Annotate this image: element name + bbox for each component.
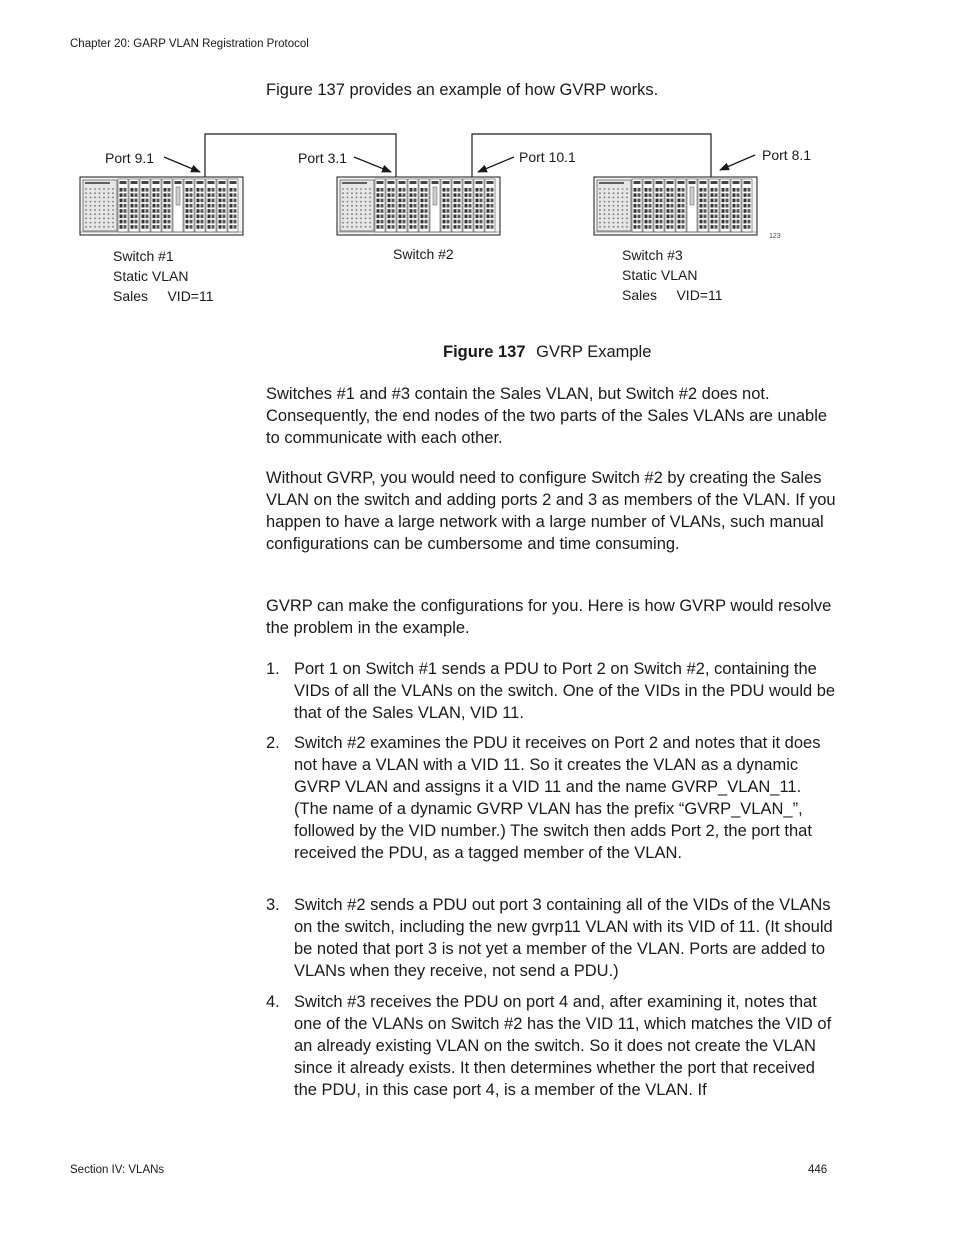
step-number: 1. bbox=[266, 660, 280, 678]
paragraph: Switches #1 and #3 contain the Sales VLAN, but Switch #2 does not. Consequently, the end nodes of the two parts of the Sales VLANs are unable to communicate with each other. bbox=[266, 385, 828, 447]
step-number: 3. bbox=[266, 896, 280, 914]
switch-1-name: Switch #1 bbox=[113, 248, 174, 264]
step-text: Switch #3 receives the PDU on port 4 and, after examining it, notes that one of the VLANs on Switch #2 has the VID 11, which matches the VID of an already existing VLAN on the switch. So it does not create the VLAN since it already exists. It then determines whether the port that received the PDU, in this case port 4, is a member of the VLAN. If bbox=[294, 993, 832, 1099]
port-9-1-arrow bbox=[164, 157, 200, 172]
switch-1-vlan-type: Static VLAN bbox=[113, 268, 189, 284]
switch-3-vlan-type: Static VLAN bbox=[622, 267, 698, 283]
port-label-10-1: Port 10.1 bbox=[519, 149, 576, 165]
step-text: Switch #2 examines the PDU it receives on Port 2 and notes that it does not have a VLAN with a VID 11. So it creates the VLAN as a dynamic GVRP VLAN and assigns it a VID 11 and the name GVRP_VLAN_11. (The name of a dynamic GVRP VLAN has the prefix “GVRP_VLAN_”, followed by the VID number.) The switch then adds Port 2, the port that received the PDU, as a tagged member of the VLAN. bbox=[294, 734, 821, 862]
step-item bbox=[266, 658, 836, 724]
switch-2-name: Switch #2 bbox=[393, 246, 454, 262]
figure-caption bbox=[443, 343, 651, 362]
port-3-1-arrow bbox=[354, 157, 391, 172]
step-text: Port 1 on Switch #1 sends a PDU to Port 2 on Switch #2, containing the VIDs of all the VLANs on the switch. One of the VIDs in the PDU would be that of the Sales VLAN, VID 11. bbox=[294, 660, 836, 722]
figure-caption-label: Figure 137 bbox=[443, 343, 526, 361]
switch-3-name: Switch #3 bbox=[622, 247, 683, 263]
switch-1-chassis bbox=[80, 177, 243, 235]
step-number: 4. bbox=[266, 993, 280, 1011]
running-head: Chapter 20: GARP VLAN Registration Protocol bbox=[70, 38, 309, 50]
gvrp-figure bbox=[0, 120, 954, 320]
port-10-1-arrow bbox=[478, 157, 514, 172]
switch-1-vlan: Sales VID=11 bbox=[113, 288, 214, 304]
step-list bbox=[266, 658, 836, 733]
port-8-1-arrow bbox=[720, 155, 755, 170]
step-number: 2. bbox=[266, 734, 280, 752]
footer-page-number: 446 bbox=[808, 1164, 828, 1176]
cable-switch2-switch3 bbox=[472, 134, 711, 178]
step-list bbox=[266, 991, 836, 1110]
switch-3-vlan: Sales VID=11 bbox=[622, 287, 723, 303]
paragraph: Without GVRP, you would need to configure Switch #2 by creating the Sales VLAN on the switch and adding ports 2 and 3 as members of the VLAN. If you happen to have a large network with a large number of VLANs, such manual configurations can be cumbersome and time consuming. bbox=[266, 469, 836, 553]
footer-section: Section IV: VLANs bbox=[70, 1164, 165, 1176]
port-label-8-1: Port 8.1 bbox=[762, 147, 812, 163]
port-label-9-1: Port 9.1 bbox=[105, 150, 155, 166]
step-item bbox=[266, 732, 836, 864]
port-label-3-1: Port 3.1 bbox=[298, 150, 348, 166]
step-item bbox=[266, 894, 836, 982]
step-item bbox=[266, 991, 836, 1101]
switch-2-chassis bbox=[337, 177, 500, 235]
figure-intro: Figure 137 provides an example of how GVRP works. bbox=[266, 81, 659, 99]
figure-caption-text: GVRP Example bbox=[536, 343, 652, 361]
step-list bbox=[266, 894, 836, 991]
figure-code: 123 bbox=[769, 233, 781, 240]
step-text: Switch #2 sends a PDU out port 3 containing all of the VIDs of the VLANs on the switch, including the new gvrp11 VLAN with its VID of 11. (It should be noted that port 3 is not yet a member of the VLAN. Ports are added to VLANs when they receive, not send a PDU.) bbox=[294, 896, 833, 980]
step-list bbox=[266, 732, 836, 873]
switch-3-chassis bbox=[594, 177, 757, 235]
paragraph: GVRP can make the configurations for you. Here is how GVRP would resolve the problem in the example. bbox=[266, 597, 832, 637]
